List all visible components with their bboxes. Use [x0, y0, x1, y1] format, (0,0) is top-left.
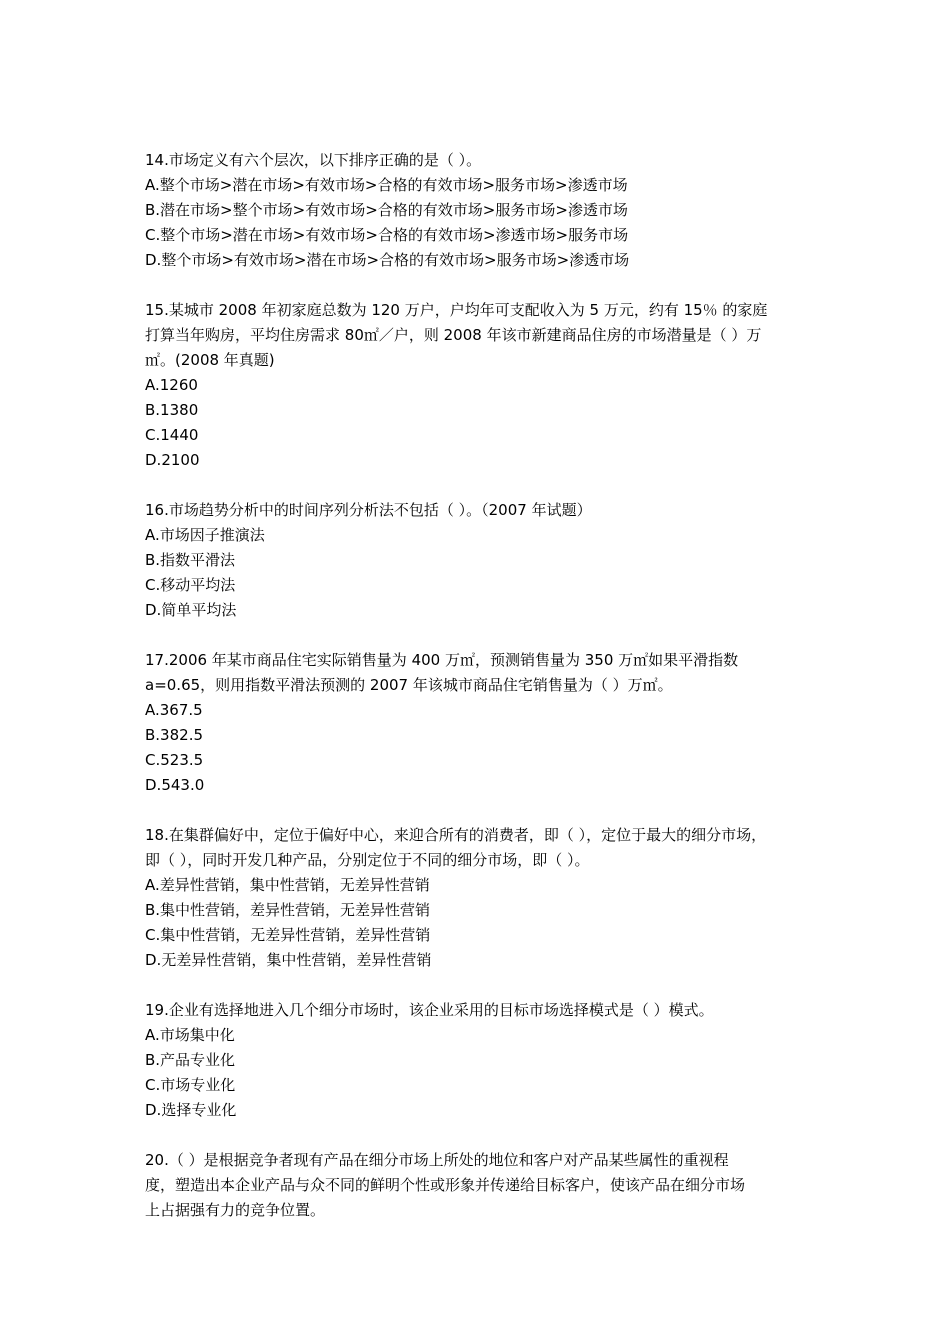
- option-d: D.543.0: [145, 776, 205, 794]
- option-a: A.市场集中化: [145, 1026, 235, 1044]
- option-a: A.整个市场>潜在市场>有效市场>合格的有效市场>服务市场>渗透市场: [145, 176, 628, 194]
- question-stem: [145, 998, 815, 1023]
- option-d: D.简单平均法: [145, 601, 237, 619]
- question-stem: [145, 823, 815, 873]
- document-page: [145, 148, 815, 1248]
- question-stem: [145, 648, 815, 698]
- option-a: A.367.5: [145, 701, 203, 719]
- stem-line: 18.在集群偏好中，定位于偏好中心，来迎合所有的消费者，即（ ），定位于最大的细分市场，: [145, 826, 767, 844]
- option-c: C.整个市场>潜在市场>有效市场>合格的有效市场>渗透市场>服务市场: [145, 226, 629, 244]
- stem-line: 19.企业有选择地进入几个细分市场时，该企业采用的目标市场选择模式是（ ）模式。: [145, 1001, 714, 1019]
- stem-line: 16.市场趋势分析中的时间序列分析法不包括（ ）。（2007 年试题）: [145, 501, 592, 519]
- stem-line: a=0.65，则用指数平滑法预测的 2007 年该城市商品住宅销售量为（ ）万㎡。: [145, 676, 673, 694]
- option-b: B.潜在市场>整个市场>有效市场>合格的有效市场>服务市场>渗透市场: [145, 201, 628, 219]
- option-a: A.市场因子推演法: [145, 526, 265, 544]
- stem-line: 14.市场定义有六个层次，以下排序正确的是（ ）。: [145, 151, 482, 169]
- stem-line: ㎡。(2008 年真题): [145, 351, 275, 369]
- question-17: [145, 648, 815, 798]
- question-14: [145, 148, 815, 273]
- option-b: B.集中性营销，差异性营销，无差异性营销: [145, 901, 431, 919]
- question-stem: [145, 298, 815, 373]
- question-stem: [145, 498, 815, 523]
- option-b: B.指数平滑法: [145, 551, 236, 569]
- stem-line: 打算当年购房，平均住房需求 80㎡／户，则 2008 年该市新建商品住房的市场潜量是（ ）万: [145, 326, 762, 344]
- option-b: B.1380: [145, 401, 199, 419]
- question-stem: [145, 1148, 815, 1223]
- option-a: A.差异性营销，集中性营销，无差异性营销: [145, 876, 430, 894]
- stem-line: 上占据强有力的竞争位置。: [145, 1201, 326, 1219]
- option-c: C.集中性营销，无差异性营销，差异性营销: [145, 926, 431, 944]
- stem-line: 即（ ），同时开发几种产品，分别定位于不同的细分市场，即（ ）。: [145, 851, 590, 869]
- option-c: C.市场专业化: [145, 1076, 236, 1094]
- stem-line: 17.2006 年某市商品住宅实际销售量为 400 万㎡，预测销售量为 350 万㎡如果平滑指数: [145, 651, 739, 669]
- question-stem: [145, 148, 815, 173]
- stem-line: 15.某城市 2008 年初家庭总数为 120 万户，户均年可支配收入为 5 万元，约有 15％ 的家庭: [145, 301, 768, 319]
- question-18: [145, 823, 815, 973]
- question-20: [145, 1148, 815, 1223]
- option-d: D.整个市场>有效市场>潜在市场>合格的有效市场>服务市场>渗透市场: [145, 251, 630, 269]
- question-19: [145, 998, 815, 1123]
- option-d: D.无差异性营销，集中性营销，差异性营销: [145, 951, 432, 969]
- option-c: C.1440: [145, 426, 199, 444]
- option-c: C.移动平均法: [145, 576, 236, 594]
- option-b: B.382.5: [145, 726, 204, 744]
- option-c: C.523.5: [145, 751, 204, 769]
- question-15: [145, 298, 815, 473]
- stem-line: 度，塑造出本企业产品与众不同的鲜明个性或形象并传递给目标客户，使该产品在细分市场: [145, 1176, 746, 1194]
- option-a: A.1260: [145, 376, 198, 394]
- option-b: B.产品专业化: [145, 1051, 236, 1069]
- option-d: D.选择专业化: [145, 1101, 237, 1119]
- stem-line: 20.（ ）是根据竞争者现有产品在细分市场上所处的地位和客户对产品某些属性的重视程: [145, 1151, 729, 1169]
- option-d: D.2100: [145, 451, 200, 469]
- question-16: [145, 498, 815, 623]
